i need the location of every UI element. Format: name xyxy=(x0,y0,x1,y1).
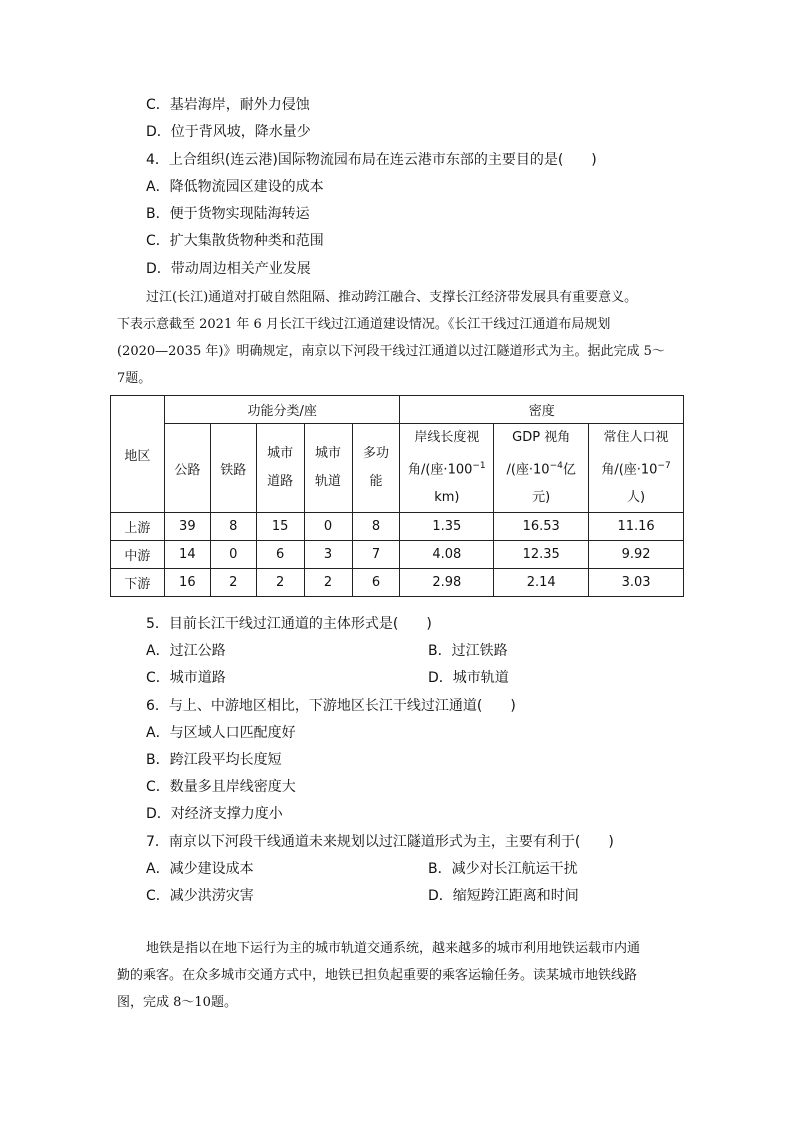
q3-option-c: C．基岩海岸，耐外力侵蚀 xyxy=(146,97,310,113)
q5-stem: 5．目前长江干线过江通道的主体形式是( ) xyxy=(146,616,432,632)
q4-option-b: B．便于货物实现陆海转运 xyxy=(146,206,310,222)
passage2-line-2: 勤的乘客。在众多城市交通方式中，地铁已担负起重要的乘客运输任务。读某城市地铁线路 xyxy=(117,968,638,983)
header-density: 密度 xyxy=(400,396,684,424)
q4-option-d: D．带动周边相关产业发展 xyxy=(146,261,311,277)
table-row: 下游 16 2 2 2 6 2.98 2.14 3.03 xyxy=(111,569,684,597)
table-row: 上游 39 8 15 0 8 1.35 16.53 11.16 xyxy=(111,513,684,541)
q3-option-d: D．位于背风坡，降水量少 xyxy=(146,124,311,140)
q7-stem: 7．南京以下河段干线通道未来规划以过江隧道形式为主，主要有利于( ) xyxy=(146,834,614,850)
q4-option-a: A．降低物流园区建设的成本 xyxy=(146,179,324,195)
q7-option-b: B．减少对长江航运干扰 xyxy=(428,861,578,877)
q5-option-c: C．城市道路 xyxy=(146,670,226,686)
table-row: 中游 14 0 6 3 7 4.08 12.35 9.92 xyxy=(111,541,684,569)
header-highway: 公路 xyxy=(164,424,210,513)
passage-line-2: 下表示意截至 2021 年 6 月长江干线过江通道建设情况。《长江干线过江通道布局规划 xyxy=(117,317,611,332)
passage-line-3: (2020—2035 年)》明确规定，南京以下河段干线过江通道以过江隧道形式为主。据此完成 5～ xyxy=(117,344,665,359)
header-gdp-density: GDP 视角 /(座$\cdot 10^{-4}$亿 元) xyxy=(494,424,589,513)
header-railway: 铁路 xyxy=(210,424,256,513)
passage-line-4: 7题。 xyxy=(117,371,152,386)
q7-option-a: A．减少建设成本 xyxy=(146,861,254,877)
passage-line-1: 过江(长江)通道对打破自然阻隔、推动跨江融合、支撑长江经济带发展具有重要意义。 xyxy=(146,290,638,305)
q6-option-d: D．对经济支撑力度小 xyxy=(146,806,283,822)
header-city-rail: 城市 轨道 xyxy=(304,424,352,513)
q6-option-a: A．与区域人口匹配度好 xyxy=(146,725,296,741)
passage2-line-1: 地铁是指以在地下运行为主的城市轨道交通系统，越来越多的城市利用地铁运载市内通 xyxy=(146,941,641,956)
header-city-road: 城市 道路 xyxy=(256,424,304,513)
q6-stem: 6．与上、中游地区相比，下游地区长江干线过江通道( ) xyxy=(146,698,516,714)
header-population-density: 常住人口视 角/(座$\cdot 10^{-7}$ 人) xyxy=(589,424,684,513)
q7-option-d: D．缩短跨江距离和时间 xyxy=(428,888,579,904)
q5-option-d: D．城市轨道 xyxy=(428,670,509,686)
header-multi-function: 多功 能 xyxy=(352,424,400,513)
header-coastline-density: 岸线长度视 角/(座$\cdot 100^{-1}$ km) xyxy=(400,424,494,513)
q4-option-c: C．扩大集散货物种类和范围 xyxy=(146,233,324,249)
q7-option-c: C．减少洪涝灾害 xyxy=(146,888,254,904)
header-region: 地区 xyxy=(111,396,165,513)
q4-stem: 4．上合组织(连云港)国际物流园布局在连云港市东部的主要目的是( ) xyxy=(146,152,597,168)
crossing-table xyxy=(110,395,684,597)
q6-option-c: C．数量多且岸线密度大 xyxy=(146,779,296,795)
q5-option-b: B．过江铁路 xyxy=(428,643,508,659)
passage2-line-3: 图，完成 8～10题。 xyxy=(117,995,237,1010)
header-function-category: 功能分类/座 xyxy=(164,396,400,424)
q6-option-b: B．跨江段平均长度短 xyxy=(146,752,282,768)
q5-option-a: A．过江公路 xyxy=(146,643,226,659)
